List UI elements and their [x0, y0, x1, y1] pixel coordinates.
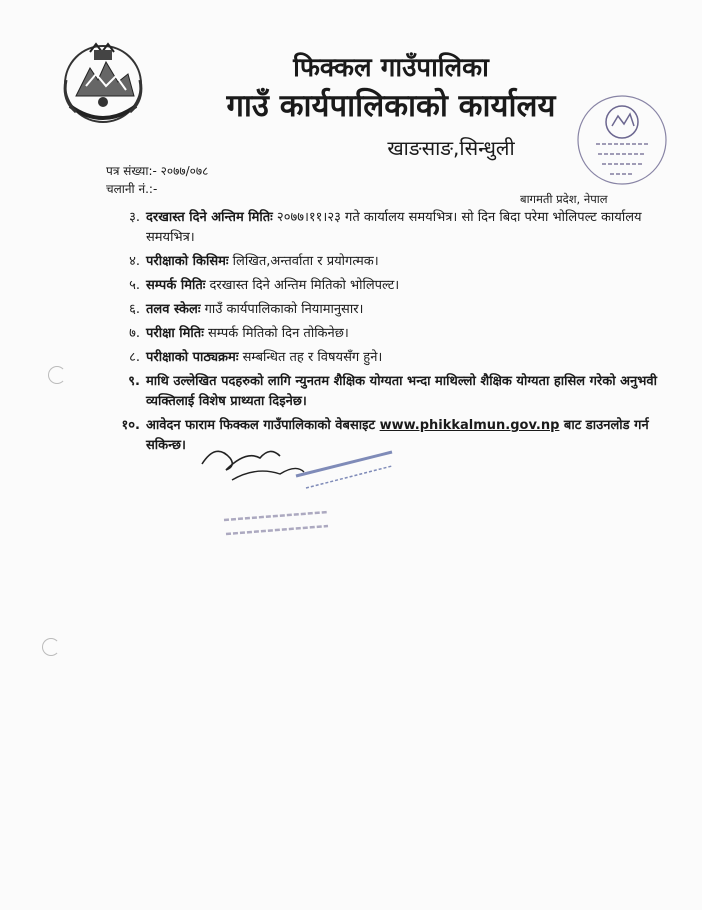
list-item — [112, 208, 672, 248]
list-item — [112, 300, 672, 320]
letter-number: पत्र संख्या:- २०७७/०७८ — [106, 164, 209, 178]
office-address: खाङसाङ,सिन्धुली — [387, 136, 515, 160]
item-text: लिखित,अन्तर्वाता र प्रयोगत्मक। — [228, 254, 379, 269]
item-text: दरखास्त दिने अन्तिम मितिको भोलिपल्ट। — [205, 278, 400, 293]
item-text: माथि उल्लेखित पदहरुको लागि न्युनतम शैक्षिक योग्यता भन्दा माथिल्लो शैक्षिक योग्यता हासिल गरेको अनुभवी व्यक्तिलाई विशेष प्राथ्यता दिइनेछ। — [146, 374, 657, 409]
item-text: आवेदन फाराम फिक्कल गाउँपालिकाको वेबसाइट — [146, 418, 380, 433]
item-number: १०. — [121, 418, 140, 433]
office-title: गाउँ कार्यपालिकाको कार्यालय — [226, 88, 556, 124]
punch-hole — [48, 366, 66, 384]
item-number: ८. — [129, 350, 140, 365]
list-item — [112, 348, 672, 368]
item-label: परीक्षाको किसिमः — [146, 254, 229, 269]
item-number: ७. — [129, 326, 140, 341]
item-number: ६. — [129, 302, 140, 317]
website-link[interactable]: www.phikkalmun.gov.np — [379, 418, 560, 433]
punch-hole — [42, 638, 60, 656]
item-label: सम्पर्क मितिः — [146, 278, 206, 293]
item-text: २०७७।११।२३ गते कार्यालय समयभित्र। सो दिन बिदा परेमा भोलिपल्ट कार्यालय समयभित्र। — [146, 210, 642, 245]
list-item — [112, 372, 672, 412]
item-number: ५. — [129, 278, 140, 293]
item-number: ३. — [129, 210, 140, 225]
item-text: गाउँ कार्यपालिकाको नियामानुसार। — [200, 302, 364, 317]
item-label: तलव स्केलः — [146, 302, 201, 317]
list-item — [112, 276, 672, 296]
item-label: परीक्षा मितिः — [146, 326, 204, 341]
item-number: ४. — [129, 254, 140, 269]
item-text: बाट डाउनलोड गर्न सकिन्छ। — [146, 418, 649, 453]
notice-items — [112, 208, 672, 460]
list-item — [112, 324, 672, 344]
list-item — [112, 252, 672, 272]
province-text: बागमती प्रदेश, नेपाल — [520, 192, 608, 206]
municipality-seal-icon — [574, 92, 670, 188]
item-text: सम्बन्धित तह र विषयसँग हुने। — [238, 350, 383, 365]
municipality-name: फिक्कल गाउँपालिका — [293, 53, 489, 83]
item-text: सम्पर्क मितिको दिन तोकिनेछ। — [203, 326, 349, 341]
item-label: दरखास्त दिने अन्तिम मितिः — [146, 210, 273, 225]
dispatch-number: चलानी नं.:- — [106, 182, 158, 196]
item-number: ९. — [128, 374, 140, 389]
item-label: परीक्षाको पाठ्यक्रमः — [146, 350, 239, 365]
signature-stamp-icon — [196, 436, 406, 546]
